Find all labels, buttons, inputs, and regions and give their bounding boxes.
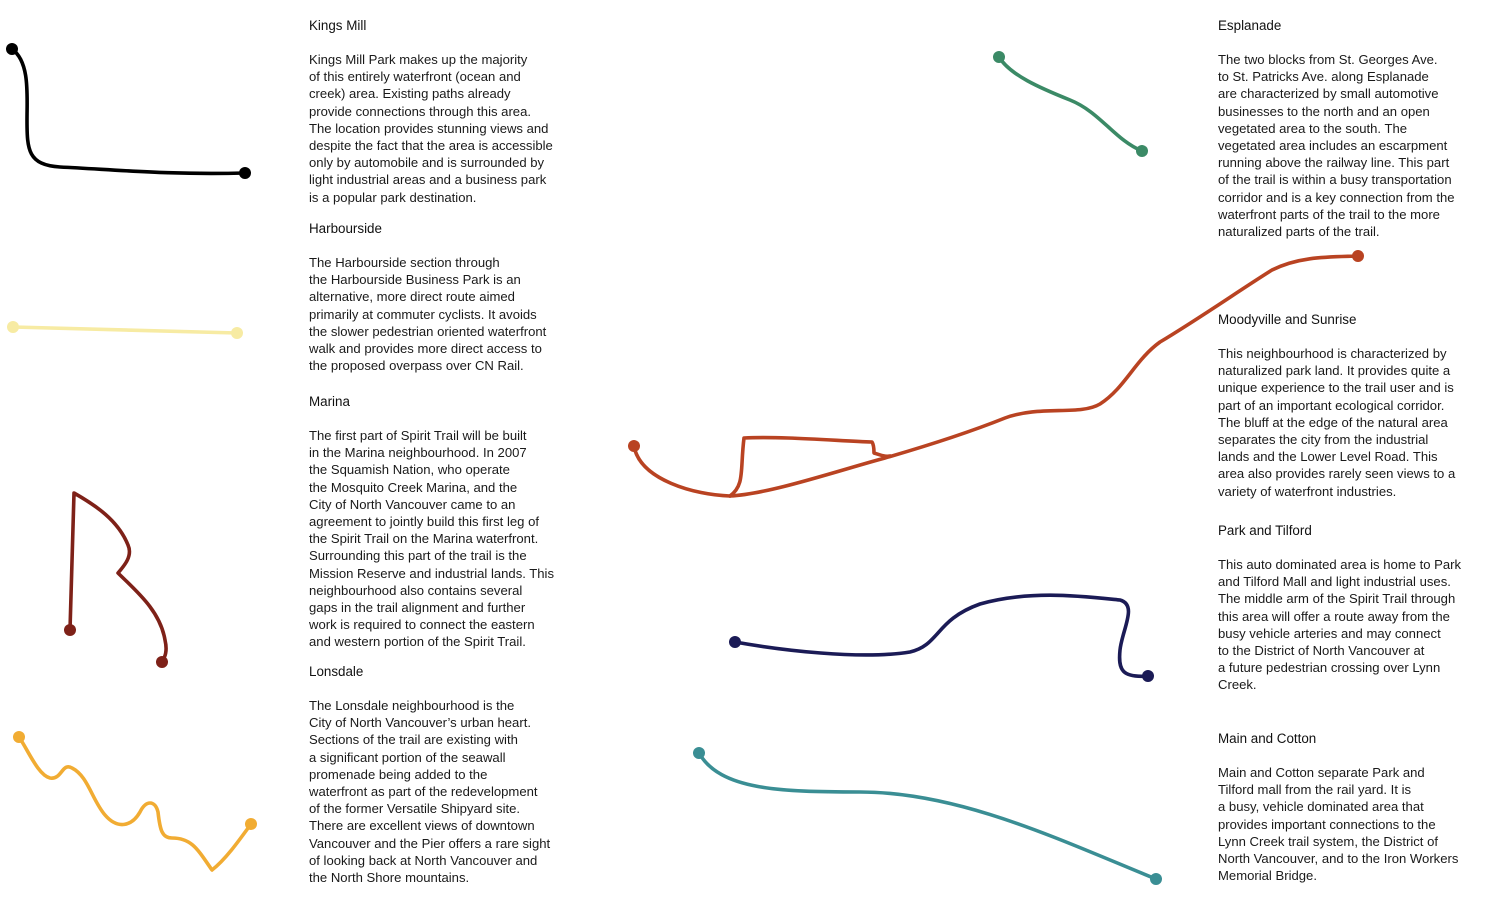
kings-mill-section bbox=[309, 17, 579, 206]
park-tilford-title: Park and Tilford bbox=[1218, 523, 1312, 538]
harbourside-section bbox=[309, 220, 579, 374]
esplanade-route bbox=[993, 51, 1148, 157]
marina-section bbox=[309, 393, 579, 651]
harbourside-body: The Harbourside section through the Harbourside Business Park is an alternative, more direct route aimed primarily at commuter cyclists. It avoids the slower pedestrian oriented waterfront walk and provides more direct access to the proposed overpass over CN Rail. bbox=[309, 255, 547, 374]
moodyville-body: This neighbourhood is characterized by naturalized park land. It provides quite a unique experience to the trail user and is part of an important ecological corridor. The bluff at the edge of the natural area separates the city from the industrial lands and the Lower Level Road. This area also provides rarely seen views to a variety of waterfront industries. bbox=[1218, 346, 1456, 499]
marina-route bbox=[64, 493, 168, 668]
main-cotton-body: Main and Cotton separate Park and Tilford mall from the rail yard. It is a busy, vehicle dominated area that provides important connections to the Lynn Creek trail system, the District of North Vancouver, and to the Iron Workers Memorial Bridge. bbox=[1218, 765, 1459, 884]
lonsdale-title: Lonsdale bbox=[309, 664, 364, 679]
park-tilford-route bbox=[729, 595, 1154, 682]
lonsdale-body: The Lonsdale neighbourhood is the City of North Vancouver’s urban heart. Sections of the trail are existing with a significant portion of the seawall promenade being added to the waterfront as part of the redevelopment of the former Versatile Shipyard site. There are excellent views of downtown Vancouver and the Pier offers a rare sight of looking back at North Vancouver and the North Shore mountains. bbox=[309, 698, 551, 886]
kings-mill-route bbox=[6, 43, 251, 179]
park-tilford-body: This auto dominated area is home to Park and Tilford Mall and light industrial uses. The middle arm of the Spirit Trail through this area will offer a route away from the busy vehicle arteries and may connect to the District of North Vancouver at a future pedestrian crossing over Lynn Creek. bbox=[1218, 557, 1462, 693]
harbourside-title: Harbourside bbox=[309, 221, 382, 236]
harbourside-route bbox=[7, 321, 243, 339]
main-cotton-section bbox=[1218, 730, 1488, 884]
esplanade-section bbox=[1218, 17, 1488, 240]
park-tilford-section bbox=[1218, 522, 1488, 694]
main-cotton-title: Main and Cotton bbox=[1218, 731, 1317, 746]
moodyville-section bbox=[1218, 311, 1488, 500]
kings-mill-title: Kings Mill bbox=[309, 18, 367, 33]
lonsdale-route bbox=[13, 731, 257, 870]
marina-body: The first part of Spirit Trail will be built in the Marina neighbourhood. In 2007 the Squamish Nation, who operate the Mosquito Creek Marina, and the City of North Vancouver came to an agreement to jointly build this first leg of the Spirit Trail on the Marina waterfront. Surrounding this part of the trail is the Mission Reserve and industrial lands. This neighbourhood also contains several gaps in the trail alignment and further work is required to connect the eastern and western portion of the Spirit Trail. bbox=[309, 428, 555, 650]
main-cotton-route bbox=[693, 747, 1162, 885]
kings-mill-body: Kings Mill Park makes up the majority of this entirely waterfront (ocean and creek) area. Existing paths already provide connections through this area. The location provides stunning views and despite the fact that the area is accessible only by automobile and is surrounded by light industrial areas and a business park is a popular park destination. bbox=[309, 52, 553, 205]
moodyville-title: Moodyville and Sunrise bbox=[1218, 312, 1357, 327]
esplanade-title: Esplanade bbox=[1218, 18, 1282, 33]
esplanade-body: The two blocks from St. Georges Ave. to St. Patricks Ave. along Esplanade are characterized by small automotive businesses to the north and an open vegetated area to the south. The vegetated area includes an escarpment running above the railway line. This part of the trail is within a busy transportation corridor and is a key connection from the waterfront parts of the trail to the more naturalized parts of the trail. bbox=[1218, 52, 1455, 240]
marina-title: Marina bbox=[309, 394, 350, 409]
lonsdale-section bbox=[309, 663, 579, 886]
